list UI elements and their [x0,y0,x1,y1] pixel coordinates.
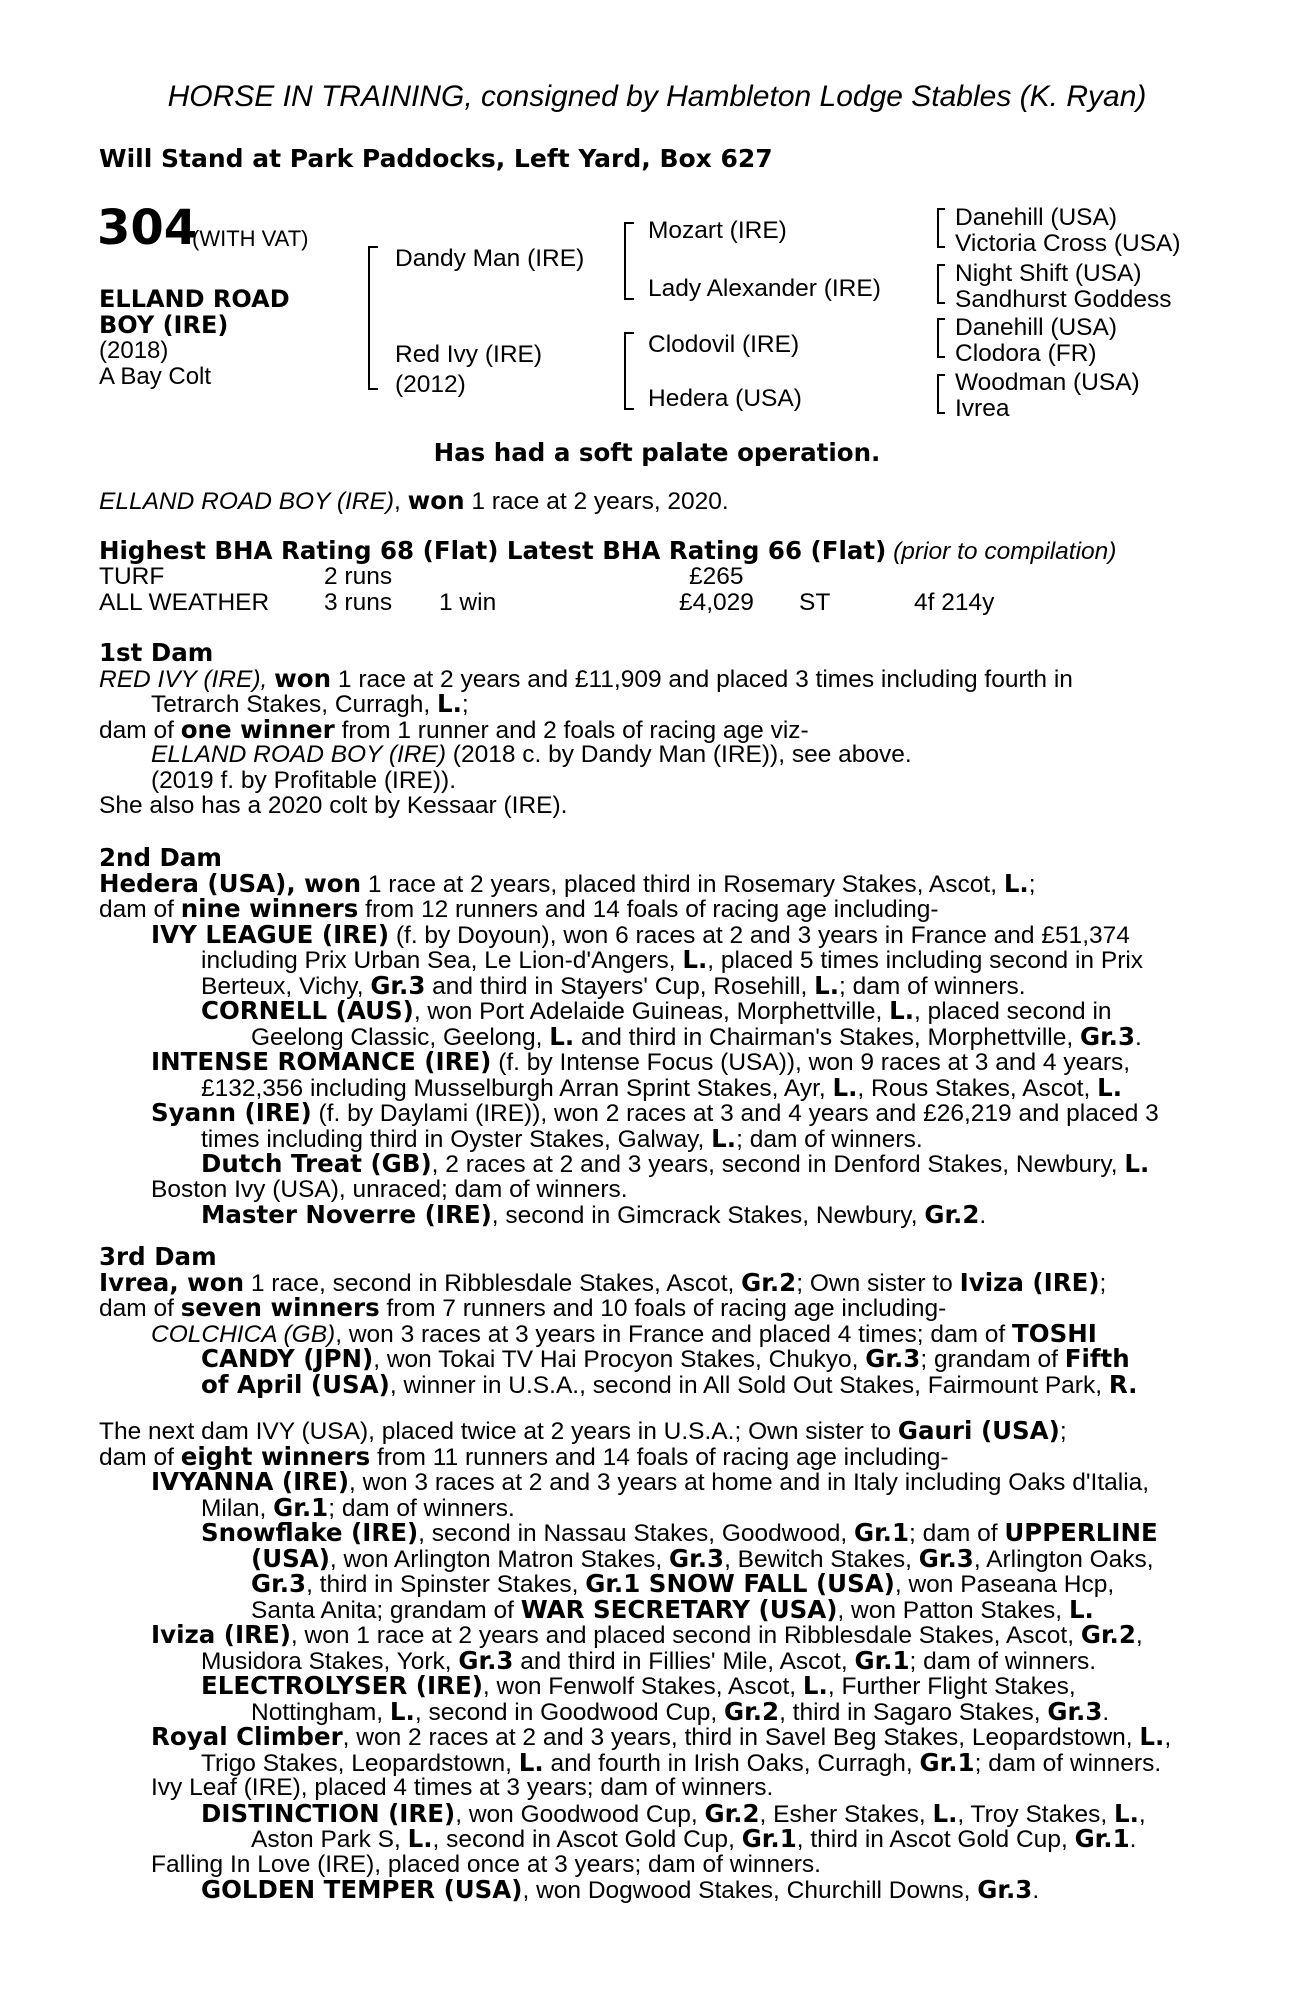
text: 1 race, second in Ribblesdale Stakes, Ascot, [244,1269,742,1297]
text: 1 race at 2 years and £11,909 and placed 3 times including fourth in [331,665,1073,693]
bold-text: CORNELL (AUS) [201,996,414,1025]
text: , Esher Stakes, [759,1800,933,1828]
stat-money: £265 [689,563,744,590]
bold-text: Royal Climber [151,1722,343,1751]
text-line [99,868,1199,898]
italic-text: ELLAND ROAD BOY (IRE) [151,741,446,768]
text: , second in Nassau Stakes, Goodwood, [418,1520,854,1547]
bold-text: L. [711,1123,737,1153]
dam-name: RED IVY (IRE), [99,665,275,693]
text-line [99,896,1199,922]
bold-text: L. [814,970,839,1000]
text: . [979,1202,987,1229]
bold-text: L. [802,1671,828,1700]
text: dam of [99,1295,181,1322]
text: and third in Fillies' Mile, Ascot, [513,1647,855,1675]
text: The next dam IVY (USA), placed twice at 2 years in U.S.A.; Own sister to [99,1418,898,1445]
text: , Rous Stakes, Ascot, [857,1074,1098,1102]
text: from 11 runners and 14 foals of racing age including- [370,1443,949,1471]
race-record [99,488,729,515]
bold-text: Gr.3 [669,1543,725,1573]
pedigree-ss: Mozart (IRE) [648,217,787,244]
bold-text: Gr.3 [1079,1021,1136,1051]
bold-text: L. [1113,1798,1139,1828]
bold-text: Gr.3 [977,1875,1033,1904]
bold-text: IVYANNA (IRE) [151,1467,350,1496]
bold-text: of April (USA) [201,1369,390,1399]
text: from 12 runners and 14 foals of racing age including- [358,896,939,923]
text: ; dam of winners. [974,1749,1162,1777]
text-line [99,663,1199,693]
bold-text: DISTINCTION (IRE) [201,1798,456,1828]
italic-text: COLCHICA (GB) [151,1320,336,1348]
bold-text: L. [436,689,462,718]
record-won: won [407,486,465,515]
text: ; dam of winners. [328,1494,515,1522]
text: ; dam of winners. [736,1125,923,1153]
bold-text: CANDY (JPN) [201,1344,374,1373]
text-line [99,1021,1199,1051]
pedigree-brace-sd [937,264,945,304]
text-line: Falling In Love (IRE), placed once at 3 years; dam of winners. [151,1850,821,1878]
text-line [99,1594,1199,1624]
text: ; [461,691,469,718]
pedigree-sss: Danehill (USA) [955,204,1118,231]
section-heading: 3rd Dam [99,1242,217,1271]
bold-text: ELECTROLYSER (IRE) [201,1671,483,1700]
text: , second in Ascot Gold Cup, [432,1826,742,1853]
text: 1 race at 2 years, placed third in Rosemary Stakes, Ascot, [361,870,1004,898]
text-line [99,1072,1199,1102]
bold-text: Master Noverre (IRE) [201,1200,492,1229]
bold-text: UPPERLINE [1004,1518,1158,1547]
text: dam of [99,716,181,744]
bold-text: L. [518,1747,544,1777]
pedigree-ds: Clodovil (IRE) [648,331,800,358]
bold-text: Gr.3 [251,1569,307,1598]
text: and third in Stayers' Cup, Rosehill, [425,972,815,1000]
text: , third in Ascot Gold Cup, [796,1826,1075,1853]
bold-text: seven winners [180,1293,380,1322]
text: , won Paseana Hcp, [894,1571,1115,1598]
bold-text: Gr.1 [854,1645,910,1675]
horse-identity [99,286,290,390]
bold-text: Gr.2 [1080,1620,1136,1649]
bold-text: Gr.3 [458,1645,514,1675]
bold-text: Gr.1 SNOW FALL (USA) [585,1569,895,1598]
pedigree-dss: Danehill (USA) [955,314,1118,341]
bold-text: Gr.2 [924,1200,980,1229]
text: (2018 c. by Dandy Man (IRE)), see above. [445,741,912,768]
bold-text: L. [682,945,708,974]
text-line [99,1123,1199,1153]
first-dam-section [99,640,1199,819]
stand-location: Will Stand at Park Paddocks, Left Yard, Box 627 [99,144,773,173]
stat-code: ST [799,589,831,616]
pedigree-sire: Dandy Man (IRE) [395,245,585,272]
horse-name-line1: ELLAND ROAD [99,285,290,313]
third-dam-section [99,1244,1199,1397]
text: ; Own sister to [796,1269,960,1297]
text: , Bewitch Stakes, [724,1545,919,1573]
text: Santa Anita; grandam of [251,1596,521,1624]
text-line [99,1202,1199,1228]
stat-surface: ALL WEATHER [99,589,270,616]
text: times including third in Oyster Stakes, Galway, [201,1125,712,1153]
bold-text: Gauri (USA) [897,1416,1060,1445]
text: , won Fenwolf Stakes, Ascot, [482,1673,803,1700]
text: , won 1 race at 2 years and placed second in Ribblesdale Stakes, Ascot, [290,1622,1081,1649]
bold-text: TOSHI [1012,1318,1097,1348]
text: ; dam of winners. [909,1647,1097,1675]
bold-text: Iviza (IRE) [151,1620,291,1649]
bold-text: Gr.1 [919,1747,975,1777]
record-horse: ELLAND ROAD BOY (IRE) [99,488,394,515]
pedigree-dds: Woodman (USA) [955,369,1140,396]
bold-text: L. [1124,1149,1150,1178]
horse-name-line2: BOY (IRE) [99,311,229,339]
text: , won Goodwood Cup, [455,1800,705,1828]
text: , Troy Stakes, [957,1800,1114,1828]
text-line [99,1346,1199,1372]
text-line [99,691,1199,717]
text-line [99,1798,1199,1828]
text: . [1129,1826,1137,1853]
text: ; [1028,870,1036,898]
text-line: (2019 f. by Profitable (IRE)). [151,766,457,794]
bold-text: Ivrea, won [99,1267,245,1297]
bold-text: Syann (IRE) [151,1098,312,1127]
text: Aston Park S, [251,1826,408,1853]
horse-description: A Bay Colt [99,363,212,390]
bold-text: L. [1097,1072,1123,1102]
stat-distance: 4f 214y [914,589,995,616]
bold-text: Gr.1 [1074,1824,1130,1853]
text-line [99,742,1199,768]
text: from 1 runner and 2 foals of racing age viz- [334,716,809,744]
text-line [99,1571,1199,1597]
pedigree-sdd: Sandhurst Goddess [955,286,1172,313]
text-line [99,1622,1199,1648]
text: , third in Spinster Stakes, [306,1571,586,1598]
text-line [99,1295,1199,1321]
pedigree-brace-ds [937,318,945,358]
text: , won Dogwood Stakes, Churchill Downs, [522,1877,978,1904]
text-line [99,1696,1199,1726]
text: and third in Chairman's Stakes, Morphettville, [574,1023,1080,1051]
text: including Prix Urban Sea, Le Lion-d'Angers, [201,947,683,974]
text: , placed 5 times including second in Prix [707,947,1144,974]
text: ; dam of winners. [839,972,1026,1000]
bold-text: nine winners [180,894,359,923]
text: , third in Sagaro Stakes, [779,1698,1048,1726]
text: , won Patton Stakes, [837,1596,1069,1624]
text-line [99,1318,1199,1348]
text: . [1102,1698,1110,1726]
text: , 2 races at 2 and 3 years, second in Denford Stakes, Newbury, [431,1151,1125,1178]
bold-text: Gr.3 [918,1543,974,1573]
text: £132,356 including Musselburgh Arran Sprint Stakes, Ayr, [201,1074,833,1102]
text: , won Tokai TV Hai Procyon Stakes, Chukyo, [373,1346,866,1373]
text-line [99,1543,1199,1573]
text: Nottingham, [251,1698,390,1726]
bold-text: one winner [180,714,335,744]
text: , Further Flight Stakes, [827,1673,1076,1700]
text: and fourth in Irish Oaks, Curragh, [543,1749,920,1777]
pedigree-ssd: Victoria Cross (USA) [955,230,1181,257]
pedigree-dam: Red Ivy (IRE) [395,341,543,368]
bold-text: L. [889,996,915,1025]
section-heading: 2nd Dam [99,843,222,872]
pedigree-brace-sire [624,222,634,300]
text-line [99,1492,1199,1522]
text: . [1135,1023,1142,1051]
bold-text: L. [1139,1722,1165,1751]
stat-runs: 3 runs [324,589,393,616]
text: Berteux, Vichy, [201,972,371,1000]
bold-text: IVY LEAGUE (IRE) [151,919,390,949]
bold-text: Gr.3 [1047,1696,1103,1726]
pedigree-sds: Night Shift (USA) [955,260,1142,287]
bold-text: L. [1003,868,1029,898]
stat-money: £4,029 [679,589,754,616]
text-line [99,714,1199,744]
text: (f. by Intense Focus (USA)), won 9 races at 3 and 4 years, [491,1049,1131,1076]
text: Geelong Classic, Geelong, [251,1023,550,1051]
text: ; dam of [909,1520,1005,1547]
text-line [99,1151,1199,1177]
text: , [1138,1800,1146,1828]
text: , Arlington Oaks, [973,1545,1154,1573]
text: dam of [99,896,181,923]
text-line [99,998,1199,1024]
second-dam-section [99,845,1199,1228]
text-line: Boston Ivy (USA), unraced; dam of winners. [151,1175,628,1203]
pedigree-ddd: Ivrea [955,395,1010,422]
text-line [99,1100,1199,1126]
stat-wins: 1 win [439,589,497,616]
text: ; [1099,1269,1107,1297]
text: Tetrarch Stakes, Curragh, [151,691,437,718]
bold-text: WAR SECRETARY (USA) [520,1594,838,1624]
bold-text: L. [389,1696,415,1726]
text-line [99,1267,1199,1297]
text: from 7 runners and 10 foals of racing age including- [379,1295,947,1322]
pedigree-brace-dam [624,332,634,410]
bold-text: L. [1068,1594,1094,1624]
text: , won 2 races at 2 and 3 years, third in Savel Beg Stakes, Leopardstown, [342,1724,1140,1751]
text: , placed second in [914,998,1112,1025]
text-line [99,1747,1199,1777]
bold-text: Gr.1 [273,1492,329,1522]
record-sep: , [393,488,408,515]
text-line [99,1418,1199,1444]
section-heading: 1st Dam [99,638,214,667]
text: . [1032,1877,1040,1904]
pedigree-brace-ss [937,208,945,248]
lot-number: 304 [97,200,198,256]
text: , [1135,1622,1143,1649]
text-line [99,1441,1199,1471]
bold-text: eight winners [180,1441,371,1471]
pedigree-dam-year: (2012) [395,371,466,398]
text: ; grandam of [920,1346,1065,1373]
stat-surface: TURF [99,563,165,590]
text-line [99,919,1199,949]
pedigree-brace-main [368,246,378,390]
text-line [99,1826,1199,1852]
rating-note: (prior to compilation) [886,538,1117,565]
pedigree-brace-dd [937,374,945,414]
bha-rating [99,538,1116,565]
text-line [99,1049,1199,1075]
pedigree-dsd: Clodora (FR) [955,340,1097,367]
bold-text: L. [932,1798,958,1828]
text: , won 3 races at 2 and 3 years at home and in Italy including Oaks d'Italia, [349,1469,1150,1496]
bold-text: L. [407,1824,433,1853]
vat-note: (WITH VAT) [192,226,309,251]
text: , second in Gimcrack Stakes, Newbury, [491,1202,925,1229]
bold-text: Snowflake (IRE) [201,1518,419,1547]
text: dam of [99,1443,181,1471]
pedigree-sd: Lady Alexander (IRE) [648,275,881,302]
text: (f. by Doyoun), won 6 races at 2 and 3 years in France and £51,374 [389,921,1130,949]
next-dam-section [99,1418,1199,1903]
bold-text: Gr.3 [370,970,426,1000]
bold-text: INTENSE ROMANCE (IRE) [151,1047,492,1076]
text: Milan, [201,1494,274,1522]
text: , won Port Adelaide Guineas, Morphettville, [413,998,890,1025]
bold-text: Fifth [1064,1344,1130,1373]
bold-text: (USA) [251,1543,330,1573]
text-line: She also has a 2020 colt by Kessaar (IRE). [99,792,568,819]
bold-text: Iviza (IRE) [959,1267,1100,1297]
bold-text: Gr.2 [704,1798,760,1828]
text: , [1164,1724,1172,1751]
text-line [99,1369,1199,1399]
text-line [99,1520,1199,1546]
text: , won Arlington Matron Stakes, [329,1545,669,1573]
bold-text: Hedera (USA), won [99,868,362,898]
bold-text: Gr.3 [865,1344,921,1373]
text: Musidora Stakes, York, [201,1647,459,1675]
text-line: Ivy Leaf (IRE), placed 4 times at 3 years; dam of winners. [151,1774,774,1801]
bold-text: L. [832,1072,858,1102]
text: , won 3 races at 3 years in France and placed 4 times; dam of [335,1320,1013,1348]
horse-year: (2018) [99,337,169,364]
text: , second in Goodwood Cup, [414,1698,724,1726]
bold-text: Dutch Treat (GB) [201,1149,432,1178]
text-line [99,1673,1199,1699]
bold-text: Gr.2 [724,1696,780,1726]
text: ; [1059,1418,1067,1445]
page-header: HORSE IN TRAINING, consigned by Hambleton Lodge Stables (K. Ryan) [167,80,1147,113]
text: Trigo Stakes, Leopardstown, [201,1749,519,1777]
text-line [99,1645,1199,1675]
bold-text: L. [549,1021,575,1051]
text: , winner in U.S.A., second in All Sold Out Stakes, Fairmount Park, [389,1371,1109,1399]
bold-text: R. [1108,1369,1138,1399]
bold-text: Gr.1 [741,1824,797,1853]
text-line [99,1469,1199,1495]
text-line [99,947,1199,973]
text-line [99,970,1199,1000]
stat-runs: 2 runs [324,563,393,590]
text-line [99,1877,1199,1903]
rating-bold: Highest BHA Rating 68 (Flat) Latest BHA Rating 66 (Flat) [99,536,887,565]
record-rest: 1 race at 2 years, 2020. [464,488,729,515]
bold-text: GOLDEN TEMPER (USA) [201,1875,523,1904]
bold-text: won [274,663,332,693]
text-line [99,1724,1199,1750]
pedigree-dd: Hedera (USA) [648,385,802,412]
bold-text: Gr.1 [853,1518,910,1547]
operation-note: Has had a soft palate operation. [433,438,881,467]
bold-text: Gr.2 [741,1267,797,1297]
text: (f. by Daylami (IRE)), won 2 races at 3 and 4 years and £26,219 and placed 3 [311,1100,1159,1127]
